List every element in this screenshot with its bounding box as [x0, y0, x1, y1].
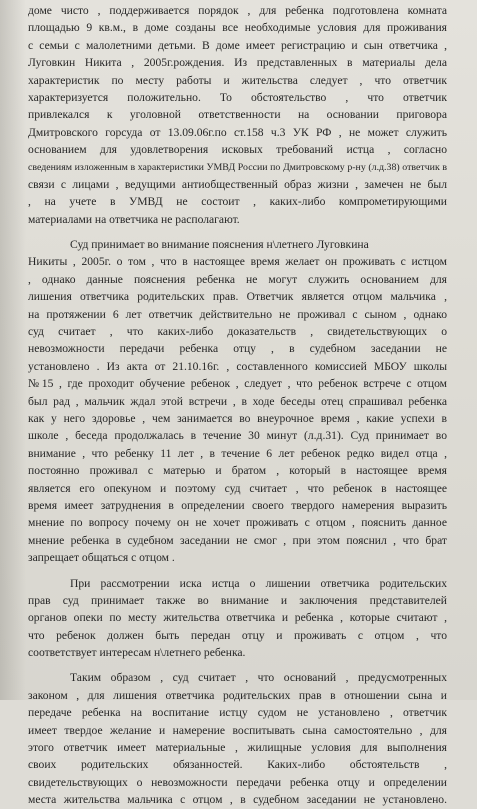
- text-line: характеризуется положительно. То обстоятельство , что ответчик: [28, 90, 447, 104]
- page-shadow: [0, 0, 26, 700]
- text-line: является его опекуном и поэтому суд считает , что ребенок в настоящее: [28, 481, 447, 495]
- text-line: суд считает , что каких-либо доказательств , свидетельствующих о: [28, 325, 447, 339]
- paragraph-2: [28, 236, 447, 566]
- text-line: основанием для удовлетворения исковых требований истца , согласно: [28, 143, 447, 157]
- text-line: законом , для лишения ответчика родительских прав в отношении сына и: [28, 688, 447, 702]
- text-line: Луговкин Никита , 2005г.рождения. Из представленных в материалы дела: [28, 56, 447, 70]
- text-line: При рассмотрении иска истца о лишении ответчика родительских: [70, 576, 447, 590]
- text-line: характеристик по месту работы и жительства следует , что ответчик: [28, 73, 447, 87]
- text-line: что ребенок должен быть передан отцу и проживать с отцом , что: [28, 628, 447, 642]
- text-line: доме чисто , поддерживается порядок , для ребенка подготовлена комната: [28, 4, 447, 17]
- text-line: передаче ребенка на воспитание истцу судом не установлено , ответчик: [28, 706, 447, 720]
- text-line: Никиты , 2005г. о том , что в настоящее время желает он проживать с истцом: [28, 255, 447, 269]
- text-line: время имеет затруднения в определении своего твердого намерения выразить: [28, 498, 447, 512]
- text-line: лишения ответчика родительских прав. Ответчик является отцом мальчика ,: [28, 290, 447, 304]
- text-line: запрещает общаться с отцом .: [28, 551, 175, 565]
- paragraph-1: [28, 2, 447, 228]
- text-line: своих родительских обязанностей. Каких-либо обстоятельств ,: [28, 758, 447, 772]
- text-line: как у него здоровье , чем занимается во внеурочное время , какие успехи в: [28, 411, 447, 425]
- text-line: был рад , мальчик ждал этой встречи , в ходе беседы отец спрашивал ребенка: [28, 394, 447, 408]
- text-line: мнение по вопросу почему он не хочет проживать с отцом , пояснить данное: [28, 516, 447, 530]
- text-line: Таким образом , суд считает , что оснований , предусмотренных: [70, 671, 447, 685]
- text-line: связи с лицами , ведущими антиобщественный образ жизни , замечен не был: [28, 177, 447, 191]
- paragraph-3: [28, 575, 447, 662]
- text-line: внимание , что ребенку 11 лет , в течение 6 лет ребенок редко видел отца ,: [28, 446, 447, 460]
- text-line: школе , беседа продолжалась в течение 30 минут (л.д.31). Суд принимает во: [28, 429, 447, 443]
- text-line: органов опеки по месту жительства ответчика и ребенка , которые считают ,: [28, 611, 447, 625]
- text-line: материалами на ответчика не располагают.: [28, 212, 240, 226]
- text-line: соответствует интересам н\летнего ребенка.: [28, 646, 246, 660]
- text-line: сведениям изложенным в характеристики УМВД России по Дмитровскому р-ну (л.д.38) ответчик в: [28, 161, 447, 173]
- text-line: прав суд принимает также во внимание и заключения представителей: [28, 593, 447, 607]
- text-line: площадью 9 кв.м., в доме созданы все необходимые условия для проживания: [28, 21, 447, 35]
- text-line: постоянно проживал с матерью и братом , который в настоящее время: [28, 464, 447, 478]
- text-line: имеет твердое желание и намерение воспитывать сына самостоятельно , для: [28, 723, 447, 737]
- text-line: мнение ребенка в судебном заседании не смог , при этом пояснил , что брат: [28, 533, 447, 547]
- text-line: с семьи с малолетними детьми. В доме имеет регистрацию и сын ответчика ,: [28, 38, 447, 52]
- text-line: на протяжении 6 лет ответчик действительно не проживал с сыном , однако: [28, 307, 447, 321]
- paragraph-4: [28, 669, 447, 808]
- text-line: , однако данные пояснения ребенка не могут служить основанием для: [28, 272, 447, 286]
- text-line: места жительства мальчика с отцом , в судебном заседании не установлено.: [28, 793, 447, 807]
- text-line: привлекался к уголовной ответственности на основании приговора: [28, 108, 447, 122]
- text-line: №15 , где проходит обучение ребенок , следует , что ребенок встрече с отцом: [28, 377, 447, 391]
- text-line: свидетельствующих о невозможности передачи ребенка отцу и определении: [28, 775, 447, 789]
- text-line: Дмитровского горсуда от 13.09.06г.по ст.158 ч.3 УК РФ , не может служить: [28, 125, 447, 139]
- text-line: этого ответчик имеет материальные , жилищные условия для выполнения: [28, 741, 447, 755]
- text-line: , на учете в УМВД не состоит , каких-либо компрометирующими: [28, 195, 447, 209]
- text-line: установлено . Из акта от 21.10.16г. , составленного комиссией МБОУ школы: [28, 359, 447, 373]
- text-line: Суд принимает во внимание пояснения н\летнего Луговкина: [70, 238, 369, 252]
- text-line: невозможности передачи ребенка отцу , в судебном заседании не: [28, 342, 447, 356]
